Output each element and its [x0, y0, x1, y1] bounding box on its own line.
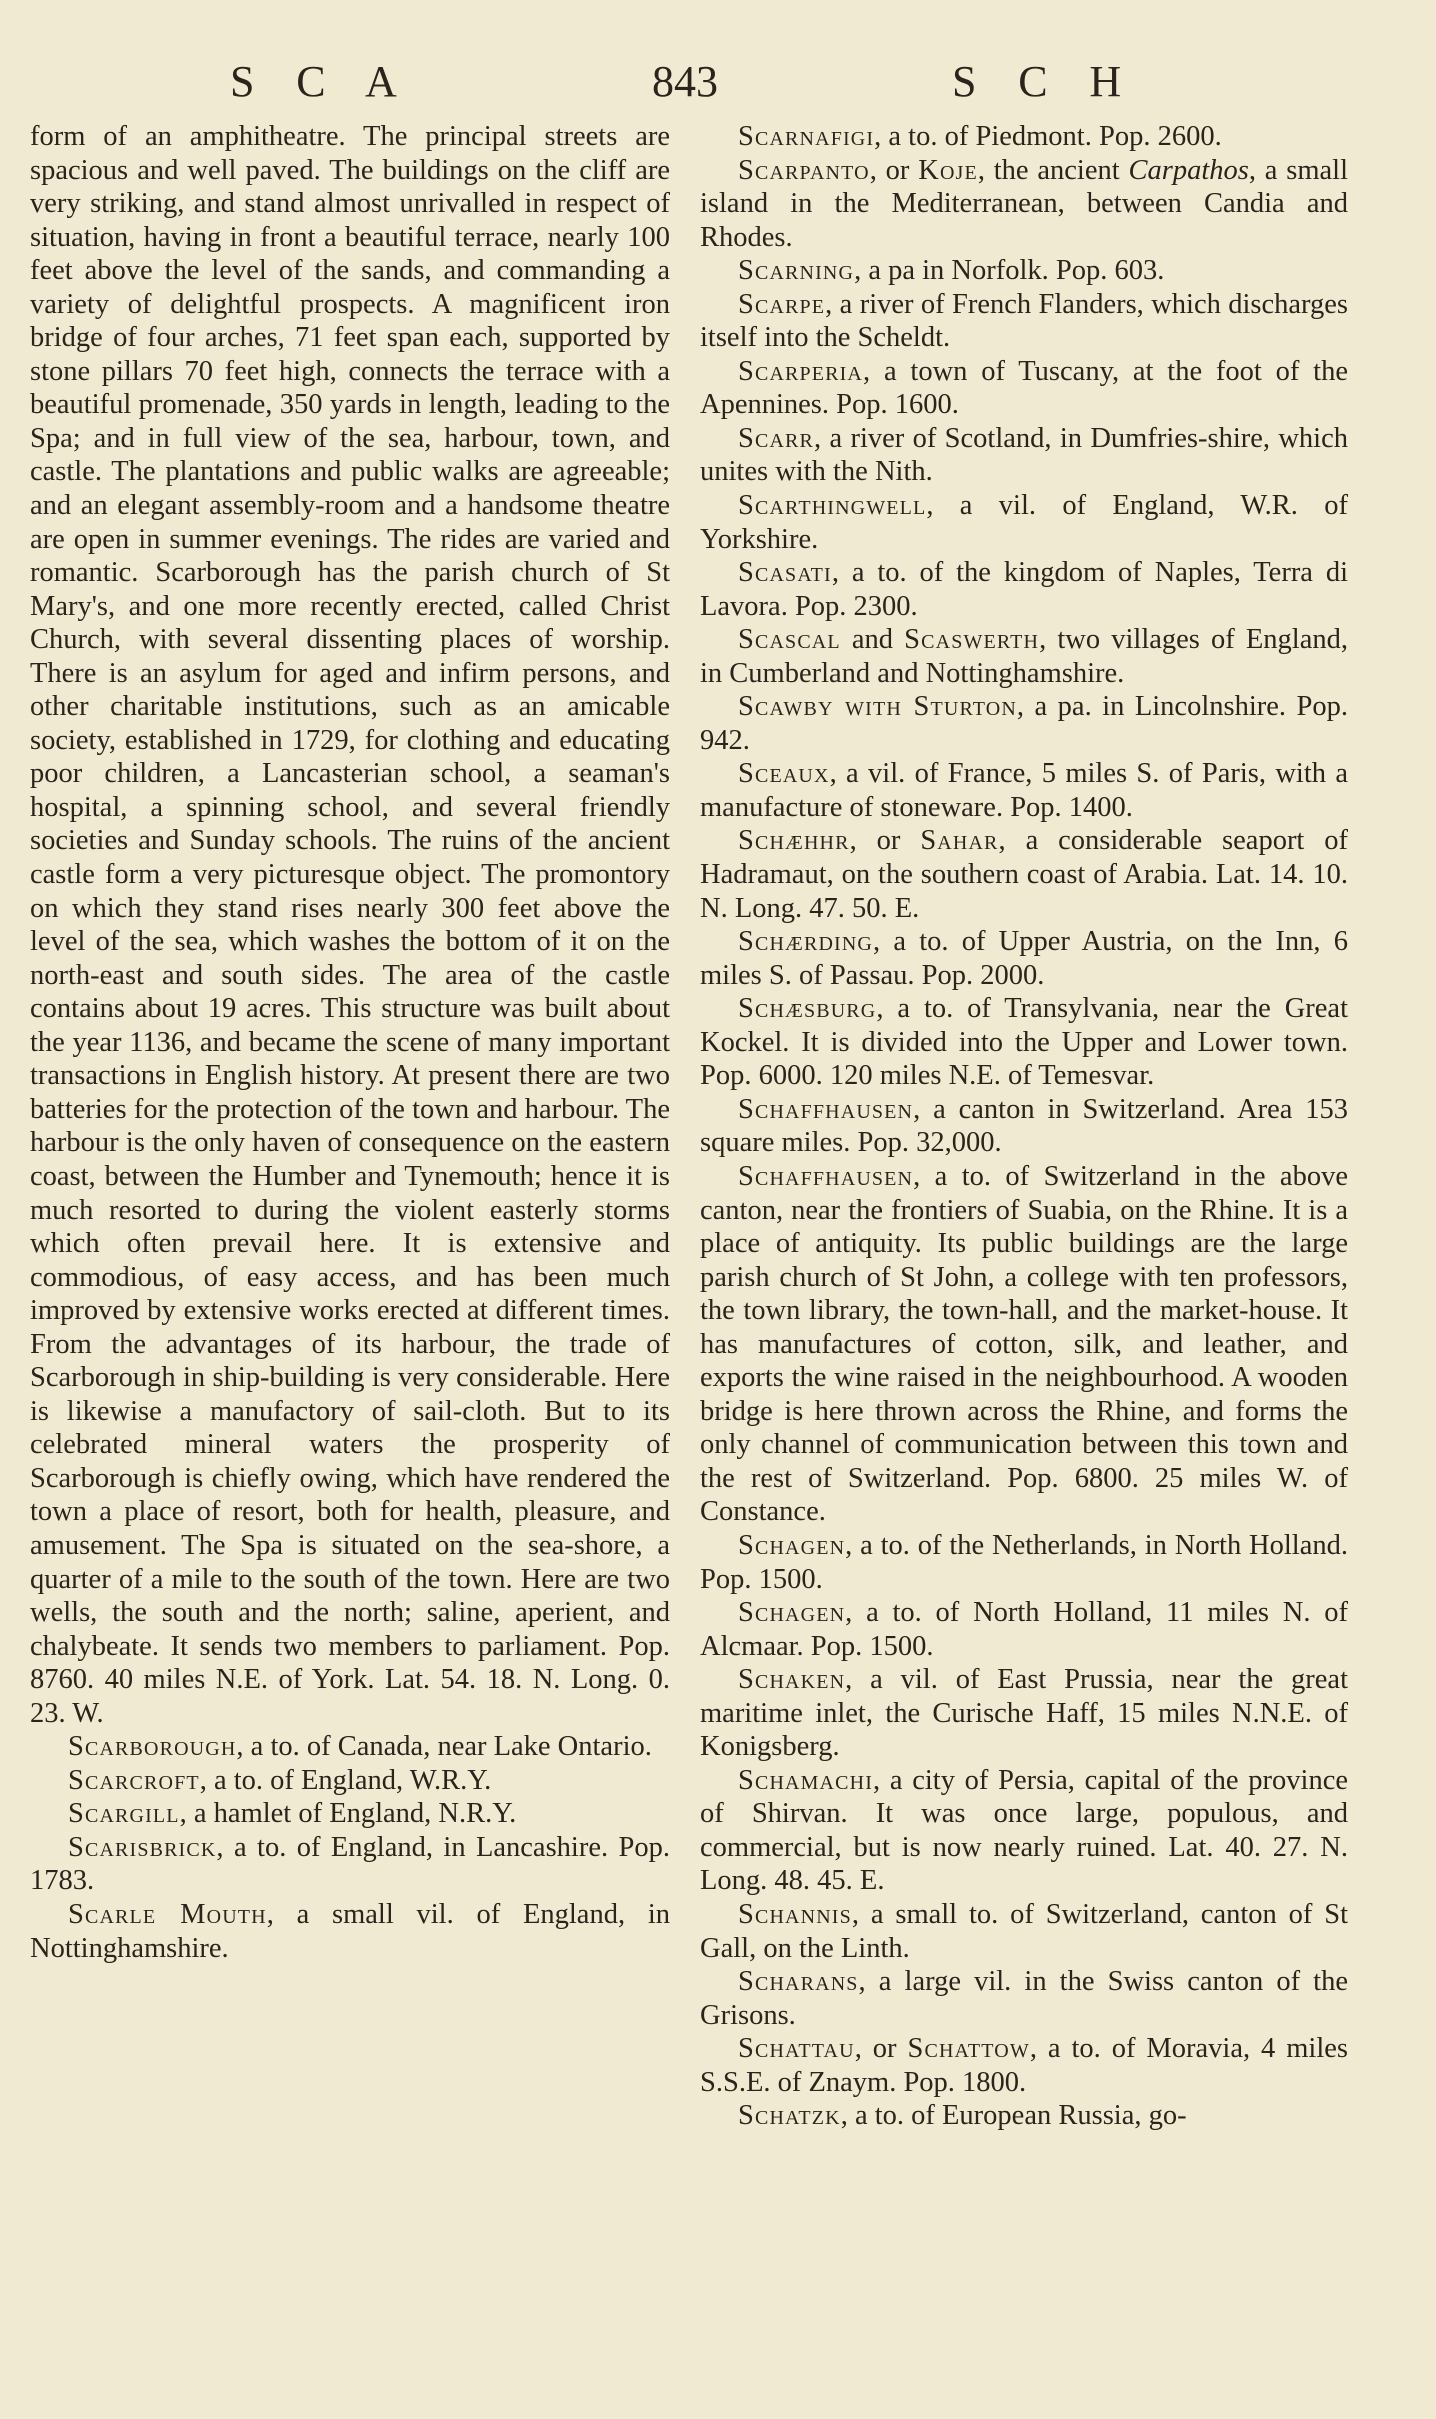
entry-text: , a vil. of France, 5 miles S. of Paris, with a manufacture of stoneware. Pop. 1400. [700, 758, 1348, 823]
entry [700, 422, 1348, 489]
entry [700, 1596, 1348, 1663]
entry [700, 254, 1348, 288]
entry-text: , a considerable seaport of Hadramaut, on the southern coast of Arabia. Lat. 14. 10. N. Long. 47. 50. E. [700, 825, 1348, 924]
entry [700, 2099, 1348, 2133]
entry-text: , a pa. in Lincolnshire. Pop. 942. [700, 691, 1348, 756]
entry [30, 1831, 670, 1898]
entry-text: , a to. of Piedmont. Pop. 2600. [874, 121, 1222, 152]
entry-text: , two villages of England, in Cumberland and Nottinghamshire. [700, 624, 1348, 689]
headword: Scarpanto [738, 154, 870, 186]
entry-text: , a small vil. of England, in Nottinghamshire. [30, 1898, 670, 1964]
entry-text: , a river of French Flanders, which discharges itself into the Scheldt. [700, 288, 1348, 354]
headword: Schattau [738, 2033, 855, 2065]
entry-text: , a small island in the Mediterranean, between Candia and Rhodes. [700, 154, 1348, 253]
entry [700, 489, 1348, 556]
entry-text: , a to. of England, in Lancashire. Pop. 1783. [30, 1831, 670, 1897]
entry [700, 1663, 1348, 1764]
entry-text: , a town of Tuscany, at the foot of the Apennines. Pop. 1600. [700, 355, 1348, 421]
entry [700, 690, 1348, 757]
entry-text: , a vil. of England, W.R. of Yorkshire. [700, 490, 1348, 555]
entry-text: and [840, 624, 905, 656]
headword: Scawby with Sturton [738, 691, 1017, 723]
headword: Schatzk [738, 2100, 841, 2132]
entry-text: , a city of Persia, capital of the province of Shirvan. It was once large, populous, and commercial, but is now nearly ruined. Lat. 40. 27. N. Long. 48. 45. E. [700, 1764, 1348, 1897]
entry-text: , or [869, 154, 919, 186]
headword: Scarthingwell [738, 490, 927, 522]
entry-text: , a to. of Moravia, 4 miles S.S.E. of Znaym. Pop. 1800. [700, 2033, 1348, 2098]
entry-text: , a canton in Switzerland. Area 153 square miles. Pop. 32,000. [700, 1093, 1348, 1159]
headword: Scarisbrick [68, 1831, 217, 1863]
entry-text: , a to. of the kingdom of Naples, Terra di Lavora. Pop. 2300. [700, 557, 1348, 622]
headword: Sceaux [738, 758, 830, 790]
headword: Scasati [738, 557, 832, 589]
headword: Schærding [738, 926, 874, 958]
headword: Scarpe [738, 288, 826, 320]
headword: Scarborough [68, 1731, 237, 1763]
alternate-headword: Koje [918, 154, 978, 186]
headword: Schaffhausen [738, 1093, 914, 1125]
left-column [30, 120, 670, 2389]
entry [700, 2032, 1348, 2099]
headword: Schamachi [738, 1764, 874, 1796]
entry [700, 556, 1348, 623]
entry [700, 1898, 1348, 1965]
alternate-headword: Sahar [920, 825, 999, 857]
ancient-name: Carpathos [1128, 154, 1249, 186]
headword: Scharans [738, 1966, 859, 1998]
entry-text: , a river of Scotland, in Dumfries-shire, which unites with the Nith. [700, 422, 1348, 488]
entry [30, 1797, 670, 1831]
entry-text: , a large vil. in the Swiss canton of the Grisons. [700, 1966, 1348, 2031]
entry-text: , or [849, 825, 921, 857]
headword: Schagen [738, 1529, 846, 1561]
entry-text: , a to. of Transylvania, near the Great Kockel. It is divided into the Upper and Lower town. Pop. 6000. 120 miles N.E. of Temesvar. [700, 993, 1348, 1092]
page-number: 843 [652, 57, 718, 106]
entry-text: , the ancient [977, 154, 1129, 186]
entry [30, 1730, 670, 1764]
headword: Scarle Mouth [68, 1898, 267, 1930]
entry [700, 623, 1348, 690]
entry-text: , or [854, 2033, 908, 2065]
header-left-guide: S C A [230, 57, 413, 106]
entry [700, 757, 1348, 824]
alternate-headword: Schattow [907, 2033, 1030, 2065]
entry [30, 1764, 670, 1798]
entry [700, 154, 1348, 255]
entry [700, 925, 1348, 992]
entry-text: , a to. of Switzerland in the above canton, near the frontiers of Suabia, on the Rhine. It is a place of antiquity. Its public buildings are the large parish church of St John, a college with ten professors, the town library, the town-hall, and the market-house. It has manufactures of cotton, silk, and leather, and exports the wine raised in the neighbourhood. A wooden bridge is here thrown across the Rhine, and forms the only channel of communication between this town and the rest of Switzerland. Pop. 6800. 25 miles W. of Constance. [700, 1160, 1348, 1528]
entry [700, 1764, 1348, 1898]
entry [700, 1160, 1348, 1529]
entry-text: , a to. of European Russia, go- [840, 2100, 1187, 2132]
entry-text: , a small to. of Switzerland, canton of St Gall, on the Linth. [700, 1898, 1348, 1964]
right-column [700, 120, 1348, 2389]
headword: Schæhhr [738, 825, 850, 857]
header-right-guide: S C H [952, 57, 1137, 106]
entry-text: , a to. of the Netherlands, in North Holland. Pop. 1500. [700, 1529, 1348, 1595]
entry [700, 1093, 1348, 1160]
headword: Scarnafigi [738, 121, 875, 152]
entry [700, 120, 1348, 154]
headword: Schæsburg [738, 993, 877, 1025]
entry [30, 1898, 670, 1965]
entry [700, 1965, 1348, 2032]
entry-text: , a pa in Norfolk. Pop. 603. [854, 255, 1165, 287]
entry-text: , a hamlet of England, N.R.Y. [179, 1798, 517, 1830]
headword: Scarperia [738, 355, 864, 387]
headword: Scarr [738, 422, 815, 454]
headword: Schaken [738, 1664, 846, 1696]
continued-entry: form of an amphitheatre. The principal streets are spacious and well paved. The buildings on the cliff are very striking, and stand almost unrivalled in respect of situation, having in front a beautiful terrace, nearly 100 feet above the level of the sands, and commanding a variety of delightful prospects. A magnificent iron bridge of four arches, 71 feet span each, supported by stone pillars 70 feet high, connects the terrace with a beautiful promenade, 350 yards in length, leading to the Spa; and in full view of the sea, harbour, town, and castle. The plantations and public walks are agreeable; and an elegant assembly-room and a handsome theatre are open in summer evenings. The rides are varied and romantic. Scarborough has the parish church of St Mary's, and one more recently erected, called Christ Church, with several dissenting places of worship. There is an asylum for aged and infirm persons, and other charitable institutions, such as an amicable society, established in 1729, for clothing and educating poor children, a Lancasterian school, a seaman's hospital, a spinning school, and several friendly societies and Sunday schools. The ruins of the ancient castle form a very picturesque object. The promontory on which they stand rises nearly 300 feet above the level of the sea, which washes the bottom of it on the north-east and south sides. The area of the castle contains about 19 acres. This structure was built about the year 1136, and became the scene of many important transactions in English history. At present there are two batteries for the protection of the town and harbour. The harbour is the only haven of consequence on the eastern coast, between the Humber and Tynemouth; hence it is much resorted to during the violent easterly storms which often prevail here. It is extensive and commodious, of easy access, and has been much improved by extensive works erected at different times. From the advantages of its harbour, the trade of Scarborough in ship-building is very considerable. Here is likewise a manufactory of sail-cloth. But to its celebrated mineral waters the prosperity of Scarborough is chiefly owing, which have rendered the town a place of resort, both for health, pleasure, and amusement. The Spa is situated on the sea-shore, a quarter of a mile to the south of the town. Here are two wells, the south and the north; saline, aperient, and chalybeate. It sends two members to parliament. Pop. 8760. 40 miles N.E. of York. Lat. 54. 18. N. Long. 0. 23. W. [30, 121, 670, 1729]
entry [700, 288, 1348, 355]
headword: Scargill [68, 1798, 180, 1830]
headword: Scascal [738, 624, 841, 656]
entry-text: , a to. of Upper Austria, on the Inn, 6 miles S. of Passau. Pop. 2000. [700, 926, 1348, 991]
entry-text: , a to. of Canada, near Lake Ontario. [236, 1731, 652, 1763]
entry [700, 824, 1348, 925]
alternate-headword: Scaswerth [904, 624, 1040, 656]
running-header [0, 52, 1436, 112]
headword: Schaffhausen [738, 1160, 914, 1192]
headword: Schannis [738, 1898, 852, 1930]
headword: Scarcroft [68, 1764, 200, 1796]
entry-text: , a to. of England, W.R.Y. [199, 1764, 492, 1796]
headword: Schagen [738, 1597, 846, 1629]
entry [700, 355, 1348, 422]
headword: Scarning [738, 255, 855, 287]
entry-text: , a vil. of East Prussia, near the great maritime inlet, the Curische Haff, 15 miles N.N.E. of Konigsberg. [700, 1664, 1348, 1763]
entry [700, 992, 1348, 1093]
entry [700, 1529, 1348, 1596]
entry-text: , a to. of North Holland, 11 miles N. of Alcmaar. Pop. 1500. [700, 1597, 1348, 1662]
